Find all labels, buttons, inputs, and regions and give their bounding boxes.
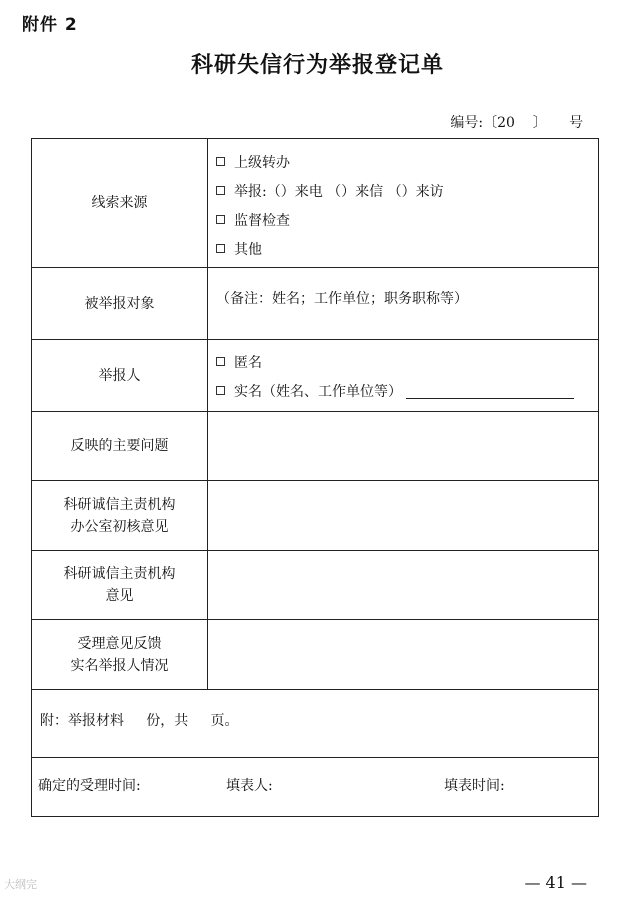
checkbox[interactable]	[216, 215, 225, 224]
checkbox[interactable]	[216, 244, 225, 253]
option-label: 监督检查	[234, 212, 290, 229]
fill-time-label: 填表时间:	[444, 778, 505, 794]
filler-label: 填表人:	[226, 778, 273, 794]
label-main-issues-text: 反映的主要问题	[70, 438, 169, 454]
watermark-logo: 大纲完	[4, 878, 37, 891]
label-line: 意见	[105, 588, 134, 604]
value-clue-source	[208, 139, 598, 267]
row-reporter	[32, 340, 598, 412]
label-line: 办公室初核意见	[70, 518, 169, 535]
option-supervision[interactable]	[216, 205, 598, 234]
label-reporter-text: 举报人	[98, 367, 141, 384]
label-line: 科研诚信主责机构	[63, 496, 176, 513]
page-number: — 41 —	[524, 873, 587, 892]
serial-number: 编号:〔20 〕 号	[450, 115, 583, 131]
label-line: 受理意见反馈	[77, 635, 162, 652]
label-office-initial-review	[32, 481, 208, 550]
attachment-note: 附：举报材料 份，共 页。	[40, 713, 239, 729]
label-clue-source-text: 线索来源	[91, 195, 148, 211]
option-real-name[interactable]	[216, 376, 598, 405]
label-line: 实名举报人情况	[70, 657, 169, 674]
value-institution-opinion[interactable]	[208, 551, 598, 619]
label-main-issues	[32, 412, 208, 480]
label-reported-party-text: 被举报对象	[84, 295, 155, 312]
row-feedback	[32, 620, 598, 690]
option-report-channel[interactable]	[216, 176, 598, 205]
option-label: 其他	[234, 241, 262, 258]
row-institution-opinion	[32, 551, 598, 620]
value-main-issues[interactable]	[208, 412, 598, 480]
checkbox[interactable]	[216, 186, 225, 195]
value-reporter	[208, 340, 598, 411]
option-label: 举报:（）来电 （）来信 （）来访	[234, 183, 444, 200]
value-feedback[interactable]	[208, 620, 598, 689]
row-footer-info	[32, 758, 598, 816]
row-office-initial-review	[32, 481, 598, 551]
label-reported-party	[32, 268, 208, 339]
row-main-issues	[32, 412, 598, 481]
option-superior-transfer[interactable]	[216, 147, 598, 176]
option-anonymous[interactable]	[216, 347, 598, 376]
label-institution-opinion	[32, 551, 208, 619]
label-reporter	[32, 340, 208, 411]
document-title: 科研失信行为举报登记单	[190, 53, 444, 78]
checkbox[interactable]	[216, 157, 225, 166]
label-clue-source	[32, 139, 208, 267]
value-office-initial-review[interactable]	[208, 481, 598, 550]
label-feedback	[32, 620, 208, 689]
option-other[interactable]	[216, 234, 598, 263]
row-reported-party	[32, 268, 598, 340]
option-label: 上级转办	[234, 154, 290, 171]
reported-party-note: （备注：姓名；工作单位；职务职称等）	[216, 291, 468, 307]
report-form	[31, 138, 599, 817]
row-attachment-note	[32, 690, 598, 758]
real-name-blank[interactable]	[406, 382, 574, 399]
attachment-label: 附件 2	[22, 15, 78, 35]
row-clue-source	[32, 139, 598, 268]
checkbox[interactable]	[216, 386, 225, 395]
label-line: 科研诚信主责机构	[63, 566, 176, 582]
checkbox[interactable]	[216, 357, 225, 366]
value-reported-party[interactable]	[208, 268, 598, 339]
accept-time-label: 确定的受理时间:	[38, 778, 141, 794]
option-label: 实名（姓名、工作单位等）	[234, 383, 402, 400]
option-label: 匿名	[234, 354, 262, 371]
